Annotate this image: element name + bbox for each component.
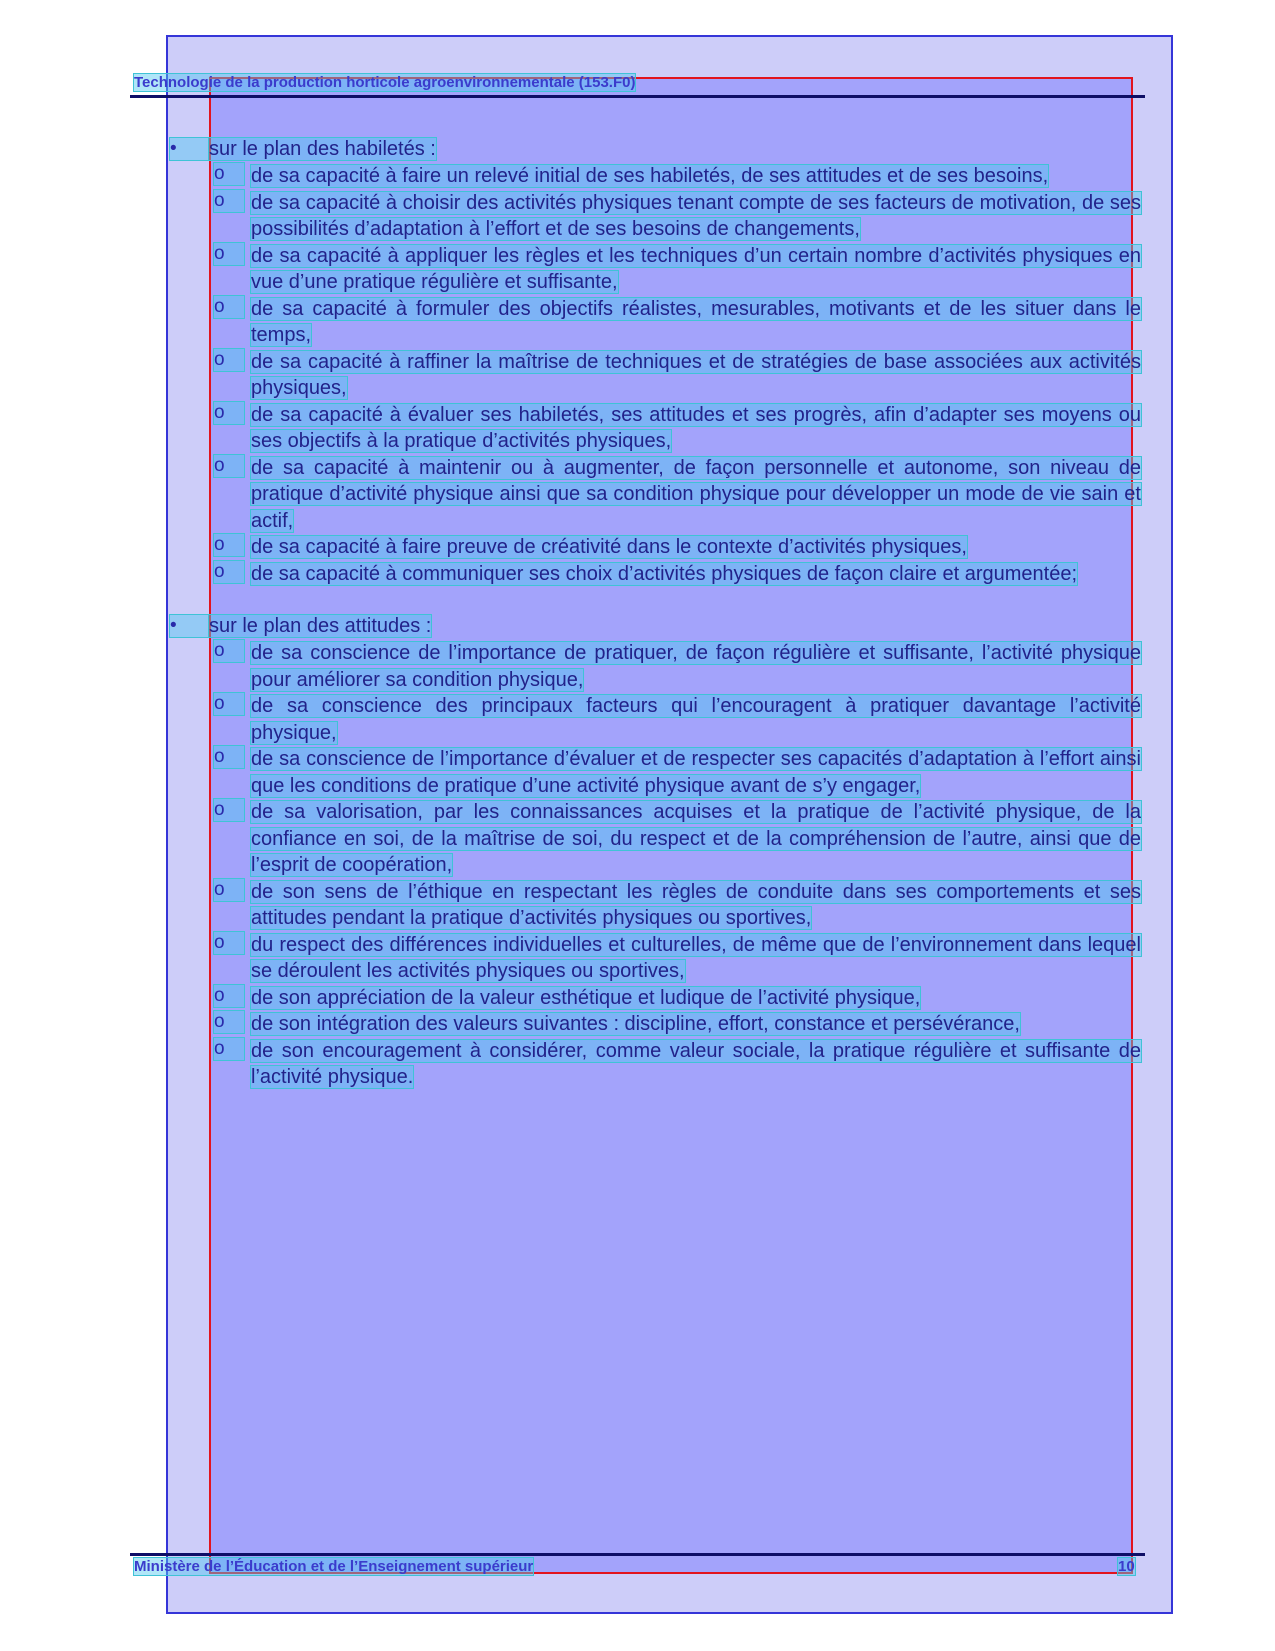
list-item	[214, 640, 1141, 693]
list-item	[214, 746, 1141, 799]
running-header: Technologie de la production horticole agroenvironnementale (153.F0)	[134, 74, 636, 91]
list-item-text: de sa capacité à faire un relevé initial de ses habiletés, de ses attitudes et de ses besoins,	[251, 165, 1049, 187]
sub-bullet-icon: o	[214, 746, 244, 768]
list-item	[214, 534, 1141, 561]
section-label: sur le plan des habiletés :	[209, 138, 436, 160]
list-item-text: de sa conscience des principaux facteurs qui l’encouragent à pratiquer davantage l’activité physique,	[251, 695, 1141, 744]
list-item-text: de sa capacité à maintenir ou à augmenter, de façon personnelle et autonome, son niveau de pratique d’activité physique ainsi que sa condition physique pour développer un mode de vie sain et actif,	[251, 456, 1141, 532]
sub-bullet-icon: o	[214, 1038, 244, 1060]
list-item-text: de sa capacité à formuler des objectifs réalistes, mesurables, motivants et de les situer dans le temps,	[251, 297, 1141, 346]
footer-rule	[130, 1553, 1145, 1556]
section-heading	[0, 136, 1275, 163]
list-item	[214, 1011, 1141, 1038]
list-item	[214, 454, 1141, 535]
section-attitudes	[0, 613, 1275, 1091]
document-body	[0, 136, 1275, 1091]
list-item-text: de sa capacité à appliquer les règles et les techniques d’un certain nombre d’activités physiques en vue d’une pratique régulière et suffisante,	[251, 244, 1141, 293]
list-item-text: de son encouragement à considérer, comme valeur sociale, la pratique régulière et suffisante de l’activité physique.	[251, 1039, 1141, 1088]
sub-bullet-icon: o	[214, 296, 244, 318]
sub-bullet-icon: o	[214, 640, 244, 662]
sub-bullet-icon: o	[214, 561, 244, 583]
page-number: 10	[1118, 1558, 1135, 1575]
header-rule	[130, 95, 1145, 98]
sub-bullet-icon: o	[214, 693, 244, 715]
sub-bullet-icon: o	[214, 402, 244, 424]
list-item-text: de son sens de l’éthique en respectant les règles de conduite dans ses comportements et ses attitudes pendant la pratique d’activités physiques ou sportives,	[251, 880, 1141, 929]
sub-bullet-icon: o	[214, 243, 244, 265]
list-item-text: de sa valorisation, par les connaissances acquises et la pratique de l’activité physique, de la confiance en soi, de la maîtrise de soi, du respect et de la compréhension de l’autre, ainsi que de l’esprit de coopération,	[251, 801, 1141, 876]
list-item	[214, 931, 1141, 985]
list-item-text: de son appréciation de la valeur esthétique et ludique de l’activité physique,	[251, 986, 921, 1009]
section-label: sur le plan des attitudes :	[209, 615, 432, 637]
list-item	[214, 693, 1141, 746]
list-item	[214, 401, 1141, 455]
list-item	[214, 242, 1141, 296]
running-footer: Ministère de l’Éducation et de l’Enseignement supérieur	[134, 1558, 534, 1575]
section-habiletes	[0, 136, 1275, 587]
list-item-text: de sa conscience de l’importance d’évaluer et de respecter ses capacités d’adaptation à l’effort ainsi que les conditions de pratique d’une activité physique avant de s’y engager,	[251, 748, 1141, 797]
list-item-text: de sa capacité à communiquer ses choix d’activités physiques de façon claire et argumentée;	[251, 562, 1078, 585]
section-spacer	[0, 587, 1275, 613]
item-list	[0, 640, 1275, 1091]
sub-bullet-icon: o	[214, 985, 244, 1007]
list-item	[214, 560, 1141, 588]
sub-bullet-icon: o	[214, 190, 244, 212]
list-item-text: de sa capacité à faire preuve de créativité dans le contexte d’activités physiques,	[251, 536, 967, 558]
sub-bullet-icon: o	[214, 349, 244, 371]
list-item	[214, 878, 1141, 932]
bullet-icon: •	[170, 138, 208, 160]
list-item	[214, 295, 1141, 349]
list-item-text: de son intégration des valeurs suivantes : discipline, effort, constance et persévérance,	[251, 1013, 1020, 1035]
sub-bullet-icon: o	[214, 163, 244, 185]
list-item	[214, 1037, 1141, 1091]
sub-bullet-icon: o	[214, 455, 244, 477]
list-item-text: du respect des différences individuelles et culturelles, de même que de l’environnement dans lequel se déroulent les activités physiques ou sportives,	[251, 933, 1141, 982]
list-item	[214, 189, 1141, 243]
bullet-icon: •	[170, 615, 208, 637]
list-item	[214, 163, 1141, 190]
list-item-text: de sa capacité à choisir des activités physiques tenant compte de ses facteurs de motivation, de ses possibilités d’adaptation à l’effort et de ses besoins de changements,	[251, 191, 1141, 240]
list-item	[214, 984, 1141, 1012]
section-heading	[0, 613, 1275, 640]
item-list	[0, 163, 1275, 587]
list-item	[214, 348, 1141, 402]
sub-bullet-icon: o	[214, 879, 244, 901]
sub-bullet-icon: o	[214, 1011, 244, 1033]
list-item-text: de sa conscience de l’importance de pratiquer, de façon régulière et suffisante, l’activité physique pour améliorer sa condition physique,	[251, 642, 1141, 691]
list-item	[214, 799, 1141, 879]
list-item-text: de sa capacité à raffiner la maîtrise de techniques et de stratégies de base associées aux activités physiques,	[251, 350, 1141, 399]
sub-bullet-icon: o	[214, 799, 244, 821]
list-item-text: de sa capacité à évaluer ses habiletés, ses attitudes et ses progrès, afin d’adapter ses moyens ou ses objectifs à la pratique d’activités physiques,	[251, 403, 1141, 452]
sub-bullet-icon: o	[214, 534, 244, 556]
sub-bullet-icon: o	[214, 932, 244, 954]
